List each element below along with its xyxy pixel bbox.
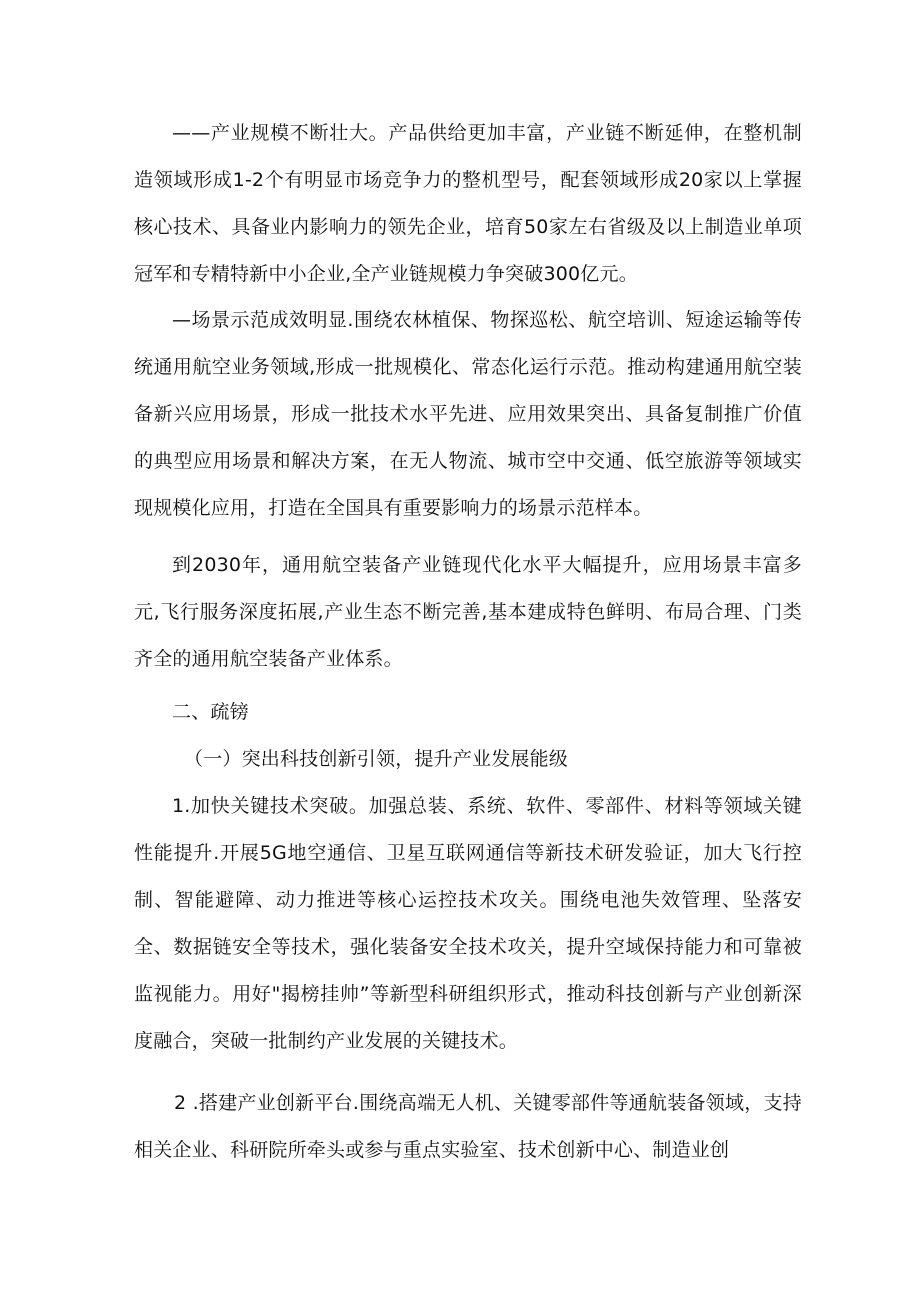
- section-heading: 二、疏镑: [172, 701, 249, 723]
- paragraph-key-technology: 1.加快关键技术突破。加强总装、系统、软件、零部件、材料等领域关键性能提升.开展5G地空通信、卫星互联网通信等新技术研发验证，加大飞行控制、智能避障、动力推进等核心运控技术攻关。围绕电池失效管理、坠落安全、数据链安全等技术，强化装备安全技术攻关，提升空域保持能力和可靠被监视能力。用好"揭榜挂帅”等新型科研组织形式，推动科技创新与产业创新深度融合，突破一批制约产业发展的关键技术。: [134, 795, 802, 1052]
- paragraph-industry-scale: ——产业规模不断壮大。产品供给更加丰富，产业链不断延伸，在整机制造领域形成1-2个有明显市场竞争力的整机型号，配套领域形成20家以上掌握核心技术、具备业内影响力的领先企业，培育50家左右省级及以上制造业单项冠军和专精特新中小企业,全产业链规模力争突破300亿元。: [134, 122, 802, 285]
- subsection-heading: （一）突出科技创新引领，提升产业发展能级: [184, 748, 569, 770]
- paragraph-innovation-platform: 2 .搭建产业创新平台.围绕高端无人机、关键零部件等通航装备领域，支持相关企业、科研院所牵头或参与重点实验室、技术创新中心、制造业创: [134, 1092, 802, 1161]
- paragraph-2030-goal: 到2030年，通用航空装备产业链现代化水平大幅提升，应用场景丰富多元,飞行服务深度拓展,产业生态不断完善,基本建成特色鲜明、布局合理、门类齐全的通用航空装备产业体系。: [134, 554, 802, 670]
- paragraph-scenario-demonstration: —场景示范成效明显.围绕农林植保、物探巡松、航空培训、短途运输等传统通用航空业务领域,形成一批规模化、常态化运行示范。推动构建通用航空装备新兴应用场景，形成一批技术水平先进、应用效果突出、具备复制推广价值的典型应用场景和解决方案，在无人物流、城市空中交通、低空旅游等领域实现规模化应用，打造在全国具有重要影响力的场景示范样本。: [134, 309, 802, 519]
